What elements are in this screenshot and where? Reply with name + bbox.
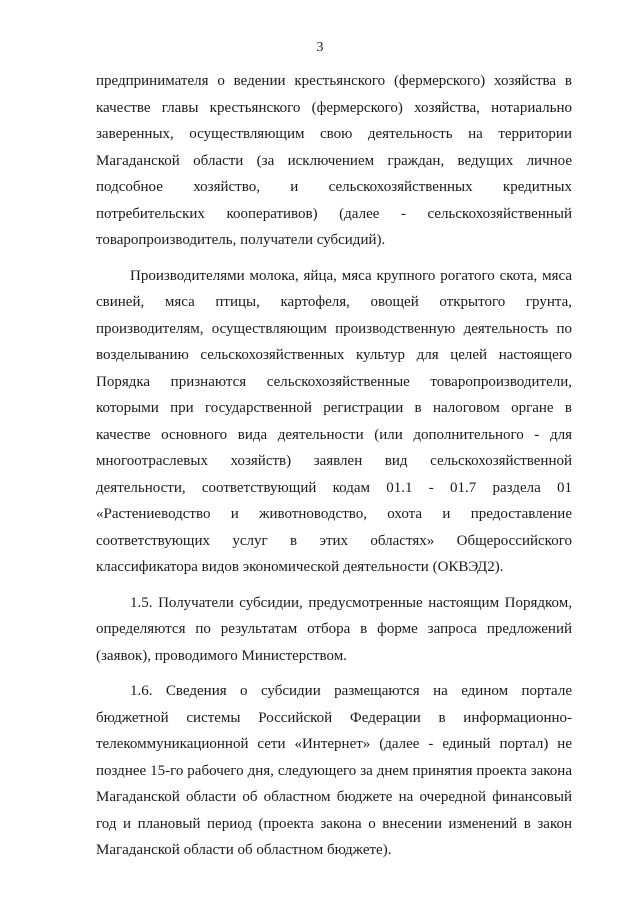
paragraph-1-6: 1.6. Сведения о субсидии размещаются на едином портале бюджетной системы Российской Федерации в информационно-телекоммуникационной сети «Интернет» (далее - единый портал) не позднее 15-го рабочего дня, следующего за днем принятия проекта закона Магаданской области об областном бюджете на очередной финансовый год и плановый период (проекта закона о внесении изменений в закон Магаданской области об областном бюджете). [96, 683, 572, 858]
paragraph-continuation: предпринимателя о ведении крестьянского (фермерского) хозяйства в качестве главы крестьянского (фермерского) хозяйства, нотариально заверенных, осуществляющим свою деятельность на территории Магаданской области (за исключением граждан, ведущих личное подсобное хозяйство, и сельскохозяйственных кредитных потребительских кооперативов) (далее - сельскохозяйственный товаропроизводитель, получатели субсидий). [96, 73, 572, 248]
paragraph-producers-definition: Производителями молока, яйца, мяса крупного рогатого скота, мяса свиней, мяса птицы, картофеля, овощей открытого грунта, производителям, осуществляющим производственную деятельность по возделыванию сельскохозяйственных культур для целей настоящего Порядка признаются сельскохозяйственные товаропроизводители, которыми при государственной регистрации в налоговом органе в качестве основного вида деятельности (или дополнительного - для многоотраслевых хозяйств) заявлен вид сельскохозяйственной деятельности, соответствующий кодам 01.1 - 01.7 раздела 01 «Растениеводство и животноводство, охота и предоставление соответствующих услуг в этих областях» Общероссийского классификатора видов экономической деятельности (ОКВЭД2). [96, 267, 572, 575]
page-number: 3 [316, 40, 324, 55]
document-body [96, 68, 572, 873]
paragraph-1-5: 1.5. Получатели субсидии, предусмотренные настоящим Порядком, определяются по результатам отбора в форме запроса предложений (заявок), проводимого Министерством. [96, 594, 572, 664]
